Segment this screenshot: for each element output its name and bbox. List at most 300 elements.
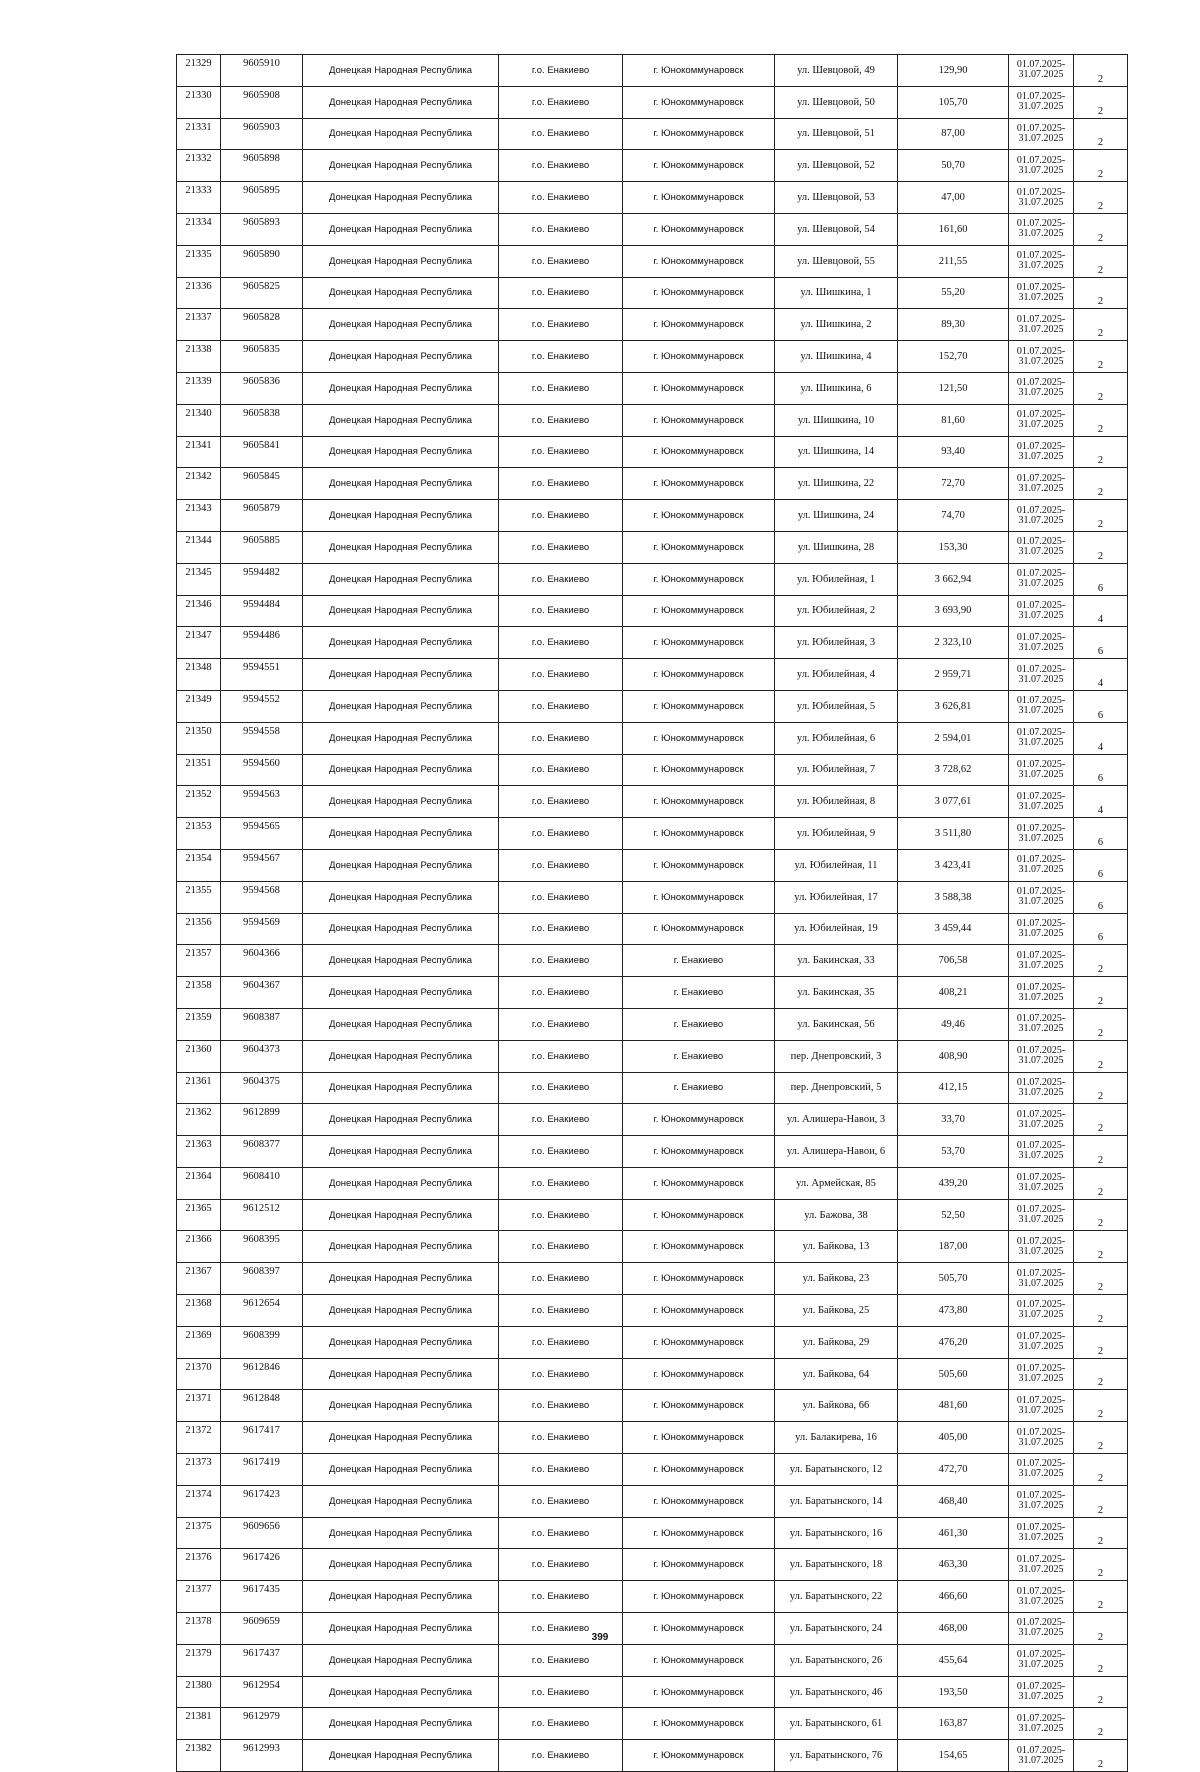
district-cell: г.о. Енакиево [499,659,623,691]
period-cell [1009,213,1074,245]
count-cell: 2 [1074,1708,1128,1740]
address-cell: ул. Юбилейная, 17 [775,881,898,913]
table-row [177,1644,1128,1676]
table-row [177,1263,1128,1295]
table-row [177,213,1128,245]
region-cell: Донецкая Народная Республика [303,341,499,373]
period-start: 01.07.2025- [1016,854,1066,866]
period-cell [1009,849,1074,881]
row-number-cell: 21339 [177,372,221,404]
address-cell: ул. Алишера-Навои, 6 [775,1136,898,1168]
area-cell: 468,00 [898,1613,1009,1645]
count-cell: 2 [1074,213,1128,245]
period-end: 31.07.2025 [1018,1436,1064,1448]
city-cell: г. Юнокоммунаровск [623,913,775,945]
object-code-cell: 9605898 [221,150,303,182]
city-cell: г. Юнокоммунаровск [623,1199,775,1231]
period-cell [1009,945,1074,977]
period-end: 31.07.2025 [1018,1373,1064,1385]
period-start: 01.07.2025- [1016,1299,1066,1311]
count-cell: 2 [1074,245,1128,277]
period-end: 31.07.2025 [1018,1118,1064,1130]
count-cell: 2 [1074,1581,1128,1613]
area-cell: 505,60 [898,1358,1009,1390]
object-code-cell: 9594565 [221,818,303,850]
row-number-cell: 21380 [177,1676,221,1708]
table-row [177,150,1128,182]
period-end: 31.07.2025 [1018,1563,1064,1575]
period-start: 01.07.2025- [1016,1140,1066,1152]
district-cell: г.о. Енакиево [499,1485,623,1517]
region-cell: Донецкая Народная Республика [303,55,499,87]
area-cell: 2 594,01 [898,722,1009,754]
period-end: 31.07.2025 [1018,1277,1064,1289]
address-cell: ул. Бажова, 38 [775,1199,898,1231]
period-end: 31.07.2025 [1018,355,1064,367]
period-start: 01.07.2025- [1016,472,1066,484]
area-cell: 50,70 [898,150,1009,182]
object-code-cell: 9617437 [221,1644,303,1676]
table-row [177,595,1128,627]
city-cell: г. Юнокоммунаровск [623,182,775,214]
row-number-cell: 21354 [177,849,221,881]
row-number-cell: 21358 [177,977,221,1009]
region-cell: Донецкая Народная Республика [303,849,499,881]
district-cell: г.о. Енакиево [499,1517,623,1549]
row-number-cell: 21334 [177,213,221,245]
city-cell: г. Юнокоммунаровск [623,1454,775,1486]
city-cell: г. Юнокоммунаровск [623,1263,775,1295]
table-row [177,849,1128,881]
count-cell: 2 [1074,404,1128,436]
region-cell: Донецкая Народная Республика [303,1326,499,1358]
row-number-cell: 21330 [177,86,221,118]
period-end: 31.07.2025 [1018,69,1064,81]
count-cell: 2 [1074,118,1128,150]
count-cell: 2 [1074,1104,1128,1136]
table-row [177,1136,1128,1168]
area-cell: 408,21 [898,977,1009,1009]
table-row [177,1708,1128,1740]
period-end: 31.07.2025 [1018,1659,1064,1671]
region-cell: Донецкая Народная Республика [303,1454,499,1486]
table-row [177,55,1128,87]
period-cell [1009,1358,1074,1390]
region-cell: Донецкая Народная Республика [303,245,499,277]
period-end: 31.07.2025 [1018,1722,1064,1734]
object-code-cell: 9605893 [221,213,303,245]
object-code-cell: 9617417 [221,1422,303,1454]
row-number-cell: 21376 [177,1549,221,1581]
object-code-cell: 9608399 [221,1326,303,1358]
row-number-cell: 21369 [177,1326,221,1358]
table-row [177,1358,1128,1390]
district-cell: г.о. Енакиево [499,690,623,722]
region-cell: Донецкая Народная Республика [303,1199,499,1231]
count-cell: 6 [1074,818,1128,850]
region-cell: Донецкая Народная Республика [303,1676,499,1708]
object-code-cell: 9604366 [221,945,303,977]
region-cell: Донецкая Народная Республика [303,1581,499,1613]
period-start: 01.07.2025- [1016,504,1066,516]
region-cell: Донецкая Народная Республика [303,1485,499,1517]
period-start: 01.07.2025- [1016,1076,1066,1088]
row-number-cell: 21379 [177,1644,221,1676]
area-cell: 187,00 [898,1231,1009,1263]
district-cell: г.о. Енакиево [499,754,623,786]
district-cell: г.о. Енакиево [499,531,623,563]
period-start: 01.07.2025- [1016,122,1066,134]
area-cell: 211,55 [898,245,1009,277]
district-cell: г.о. Енакиево [499,1422,623,1454]
area-cell: 2 323,10 [898,627,1009,659]
period-end: 31.07.2025 [1018,1754,1064,1766]
period-cell [1009,659,1074,691]
area-cell: 706,58 [898,945,1009,977]
city-cell: г. Юнокоммунаровск [623,595,775,627]
district-cell: г.о. Енакиево [499,977,623,1009]
count-cell: 2 [1074,1008,1128,1040]
region-cell: Донецкая Народная Республика [303,1740,499,1772]
period-start: 01.07.2025- [1016,1458,1066,1470]
district-cell: г.о. Енакиево [499,563,623,595]
table-row [177,818,1128,850]
period-end: 31.07.2025 [1018,1086,1064,1098]
area-cell: 3 662,94 [898,563,1009,595]
period-cell [1009,1008,1074,1040]
district-cell: г.о. Енакиево [499,500,623,532]
region-cell: Донецкая Народная Республика [303,1295,499,1327]
district-cell: г.о. Енакиево [499,1263,623,1295]
table-row [177,690,1128,722]
city-cell: г. Юнокоммунаровск [623,1422,775,1454]
period-start: 01.07.2025- [1016,1490,1066,1502]
area-cell: 193,50 [898,1676,1009,1708]
table-row [177,722,1128,754]
table-row [177,1231,1128,1263]
object-code-cell: 9612899 [221,1104,303,1136]
table-row [177,1581,1128,1613]
district-cell: г.о. Енакиево [499,372,623,404]
count-cell: 2 [1074,1167,1128,1199]
row-number-cell: 21343 [177,500,221,532]
row-number-cell: 21359 [177,1008,221,1040]
address-cell: ул. Шевцовой, 53 [775,182,898,214]
region-cell: Донецкая Народная Республика [303,1231,499,1263]
object-code-cell: 9605879 [221,500,303,532]
period-cell [1009,404,1074,436]
district-cell: г.о. Енакиево [499,1072,623,1104]
region-cell: Донецкая Народная Республика [303,1708,499,1740]
count-cell: 2 [1074,1040,1128,1072]
address-cell: ул. Баратынского, 18 [775,1549,898,1581]
period-start: 01.07.2025- [1016,1522,1066,1534]
city-cell: г. Юнокоммунаровск [623,1708,775,1740]
city-cell: г. Юнокоммунаровск [623,1740,775,1772]
period-cell [1009,818,1074,850]
count-cell: 2 [1074,1199,1128,1231]
row-number-cell: 21342 [177,468,221,500]
address-cell: ул. Юбилейная, 19 [775,913,898,945]
count-cell: 6 [1074,690,1128,722]
row-number-cell: 21371 [177,1390,221,1422]
period-end: 31.07.2025 [1018,1341,1064,1353]
address-cell: ул. Шевцовой, 55 [775,245,898,277]
row-number-cell: 21356 [177,913,221,945]
district-cell: г.о. Енакиево [499,404,623,436]
table-row [177,913,1128,945]
object-code-cell: 9612979 [221,1708,303,1740]
address-cell: ул. Шишкина, 6 [775,372,898,404]
city-cell: г. Юнокоммунаровск [623,1485,775,1517]
period-start: 01.07.2025- [1016,1426,1066,1438]
address-cell: ул. Юбилейная, 8 [775,786,898,818]
area-cell: 161,60 [898,213,1009,245]
row-number-cell: 21367 [177,1263,221,1295]
row-number-cell: 21337 [177,309,221,341]
address-cell: ул. Бакинская, 35 [775,977,898,1009]
period-start: 01.07.2025- [1016,440,1066,452]
table-row [177,1676,1128,1708]
object-code-cell: 9605841 [221,436,303,468]
object-code-cell: 9608410 [221,1167,303,1199]
period-end: 31.07.2025 [1018,800,1064,812]
area-cell: 87,00 [898,118,1009,150]
period-cell [1009,500,1074,532]
count-cell: 2 [1074,1072,1128,1104]
table-row [177,1740,1128,1772]
object-code-cell: 9612654 [221,1295,303,1327]
city-cell: г. Юнокоммунаровск [623,213,775,245]
object-code-cell: 9605828 [221,309,303,341]
object-code-cell: 9604373 [221,1040,303,1072]
region-cell: Донецкая Народная Республика [303,309,499,341]
city-cell: г. Юнокоммунаровск [623,500,775,532]
area-cell: 153,30 [898,531,1009,563]
period-start: 01.07.2025- [1016,1172,1066,1184]
district-cell: г.о. Енакиево [499,1231,623,1263]
city-cell: г. Юнокоммунаровск [623,1676,775,1708]
district-cell: г.о. Енакиево [499,786,623,818]
object-code-cell: 9605835 [221,341,303,373]
period-end: 31.07.2025 [1018,1245,1064,1257]
region-cell: Донецкая Народная Республика [303,213,499,245]
area-cell: 481,60 [898,1390,1009,1422]
district-cell: г.о. Енакиево [499,1295,623,1327]
city-cell: г. Юнокоммунаровск [623,277,775,309]
row-number-cell: 21375 [177,1517,221,1549]
period-end: 31.07.2025 [1018,1691,1064,1703]
object-code-cell: 9605903 [221,118,303,150]
table-row [177,754,1128,786]
city-cell: г. Юнокоммунаровск [623,1358,775,1390]
period-end: 31.07.2025 [1018,419,1064,431]
period-end: 31.07.2025 [1018,546,1064,558]
city-cell: г. Енакиево [623,945,775,977]
region-cell: Донецкая Народная Республика [303,277,499,309]
address-cell: ул. Юбилейная, 6 [775,722,898,754]
object-code-cell: 9594482 [221,563,303,595]
period-start: 01.07.2025- [1016,1712,1066,1724]
count-cell: 2 [1074,309,1128,341]
period-start: 01.07.2025- [1016,1235,1066,1247]
city-cell: г. Юнокоммунаровск [623,659,775,691]
address-cell: ул. Баратынского, 12 [775,1454,898,1486]
city-cell: г. Юнокоммунаровск [623,118,775,150]
region-cell: Донецкая Народная Республика [303,563,499,595]
district-cell: г.о. Енакиево [499,881,623,913]
region-cell: Донецкая Народная Республика [303,150,499,182]
address-cell: ул. Шишкина, 4 [775,341,898,373]
city-cell: г. Енакиево [623,1040,775,1072]
object-code-cell: 9594558 [221,722,303,754]
table-row [177,500,1128,532]
period-end: 31.07.2025 [1018,641,1064,653]
object-code-cell: 9605825 [221,277,303,309]
period-cell [1009,1263,1074,1295]
period-start: 01.07.2025- [1016,59,1066,71]
period-start: 01.07.2025- [1016,1363,1066,1375]
city-cell: г. Юнокоммунаровск [623,881,775,913]
object-code-cell: 9617426 [221,1549,303,1581]
table-row [177,786,1128,818]
region-cell: Донецкая Народная Республика [303,977,499,1009]
area-cell: 52,50 [898,1199,1009,1231]
count-cell: 2 [1074,150,1128,182]
city-cell: г. Юнокоммунаровск [623,1517,775,1549]
city-cell: г. Енакиево [623,1008,775,1040]
district-cell: г.о. Енакиево [499,818,623,850]
count-cell: 6 [1074,881,1128,913]
region-cell: Донецкая Народная Республика [303,436,499,468]
object-code-cell: 9605838 [221,404,303,436]
address-cell: ул. Шевцовой, 51 [775,118,898,150]
area-cell: 55,20 [898,277,1009,309]
object-code-cell: 9594567 [221,849,303,881]
address-cell: ул. Юбилейная, 4 [775,659,898,691]
region-cell: Донецкая Народная Республика [303,500,499,532]
period-start: 01.07.2025- [1016,91,1066,103]
count-cell: 2 [1074,372,1128,404]
row-number-cell: 21349 [177,690,221,722]
object-code-cell: 9605836 [221,372,303,404]
address-cell: ул. Армейская, 85 [775,1167,898,1199]
district-cell: г.о. Енакиево [499,945,623,977]
region-cell: Донецкая Народная Республика [303,754,499,786]
count-cell: 2 [1074,468,1128,500]
count-cell: 6 [1074,913,1128,945]
period-cell [1009,1454,1074,1486]
district-cell: г.о. Енакиево [499,1104,623,1136]
period-end: 31.07.2025 [1018,514,1064,526]
object-code-cell: 9594569 [221,913,303,945]
object-code-cell: 9608387 [221,1008,303,1040]
area-cell: 72,70 [898,468,1009,500]
city-cell: г. Юнокоммунаровск [623,309,775,341]
period-start: 01.07.2025- [1016,695,1066,707]
area-cell: 152,70 [898,341,1009,373]
district-cell: г.о. Енакиево [499,468,623,500]
row-number-cell: 21345 [177,563,221,595]
row-number-cell: 21341 [177,436,221,468]
object-code-cell: 9608395 [221,1231,303,1263]
period-start: 01.07.2025- [1016,250,1066,262]
object-code-cell: 9617423 [221,1485,303,1517]
address-cell: ул. Шишкина, 14 [775,436,898,468]
address-cell: ул. Шишкина, 28 [775,531,898,563]
period-start: 01.07.2025- [1016,186,1066,198]
area-cell: 3 423,41 [898,849,1009,881]
period-cell [1009,372,1074,404]
district-cell: г.о. Енакиево [499,86,623,118]
district-cell: г.о. Енакиево [499,1740,623,1772]
period-start: 01.07.2025- [1016,1331,1066,1343]
period-cell [1009,1708,1074,1740]
period-end: 31.07.2025 [1018,323,1064,335]
area-cell: 408,90 [898,1040,1009,1072]
count-cell: 6 [1074,754,1128,786]
period-cell [1009,118,1074,150]
count-cell: 4 [1074,595,1128,627]
object-code-cell: 9612954 [221,1676,303,1708]
region-cell: Донецкая Народная Республика [303,1008,499,1040]
row-number-cell: 21374 [177,1485,221,1517]
count-cell: 2 [1074,1263,1128,1295]
area-cell: 53,70 [898,1136,1009,1168]
district-cell: г.о. Енакиево [499,277,623,309]
address-cell: ул. Бакинская, 56 [775,1008,898,1040]
object-code-cell: 9604375 [221,1072,303,1104]
city-cell: г. Юнокоммунаровск [623,86,775,118]
count-cell: 4 [1074,722,1128,754]
city-cell: г. Юнокоммунаровск [623,754,775,786]
period-start: 01.07.2025- [1016,1553,1066,1565]
period-cell [1009,1199,1074,1231]
object-code-cell: 9608377 [221,1136,303,1168]
address-cell: ул. Балакирева, 16 [775,1422,898,1454]
table-row [177,372,1128,404]
period-start: 01.07.2025- [1016,631,1066,643]
address-cell: ул. Баратынского, 16 [775,1517,898,1549]
count-cell: 2 [1074,1740,1128,1772]
city-cell: г. Юнокоммунаровск [623,1231,775,1263]
row-number-cell: 21346 [177,595,221,627]
period-cell [1009,786,1074,818]
period-cell [1009,1136,1074,1168]
district-cell: г.о. Енакиево [499,55,623,87]
row-number-cell: 21332 [177,150,221,182]
table-row [177,659,1128,691]
city-cell: г. Юнокоммунаровск [623,245,775,277]
region-cell: Донецкая Народная Республика [303,118,499,150]
count-cell: 2 [1074,1485,1128,1517]
district-cell: г.о. Енакиево [499,627,623,659]
city-cell: г. Юнокоммунаровск [623,55,775,87]
city-cell: г. Юнокоммунаровск [623,150,775,182]
period-cell [1009,881,1074,913]
address-cell: ул. Юбилейная, 1 [775,563,898,595]
area-cell: 463,30 [898,1549,1009,1581]
count-cell: 2 [1074,945,1128,977]
period-cell [1009,1104,1074,1136]
period-cell [1009,1422,1074,1454]
period-cell [1009,690,1074,722]
area-cell: 3 588,38 [898,881,1009,913]
row-number-cell: 21382 [177,1740,221,1772]
period-start: 01.07.2025- [1016,409,1066,421]
region-cell: Донецкая Народная Республика [303,722,499,754]
table-row [177,309,1128,341]
